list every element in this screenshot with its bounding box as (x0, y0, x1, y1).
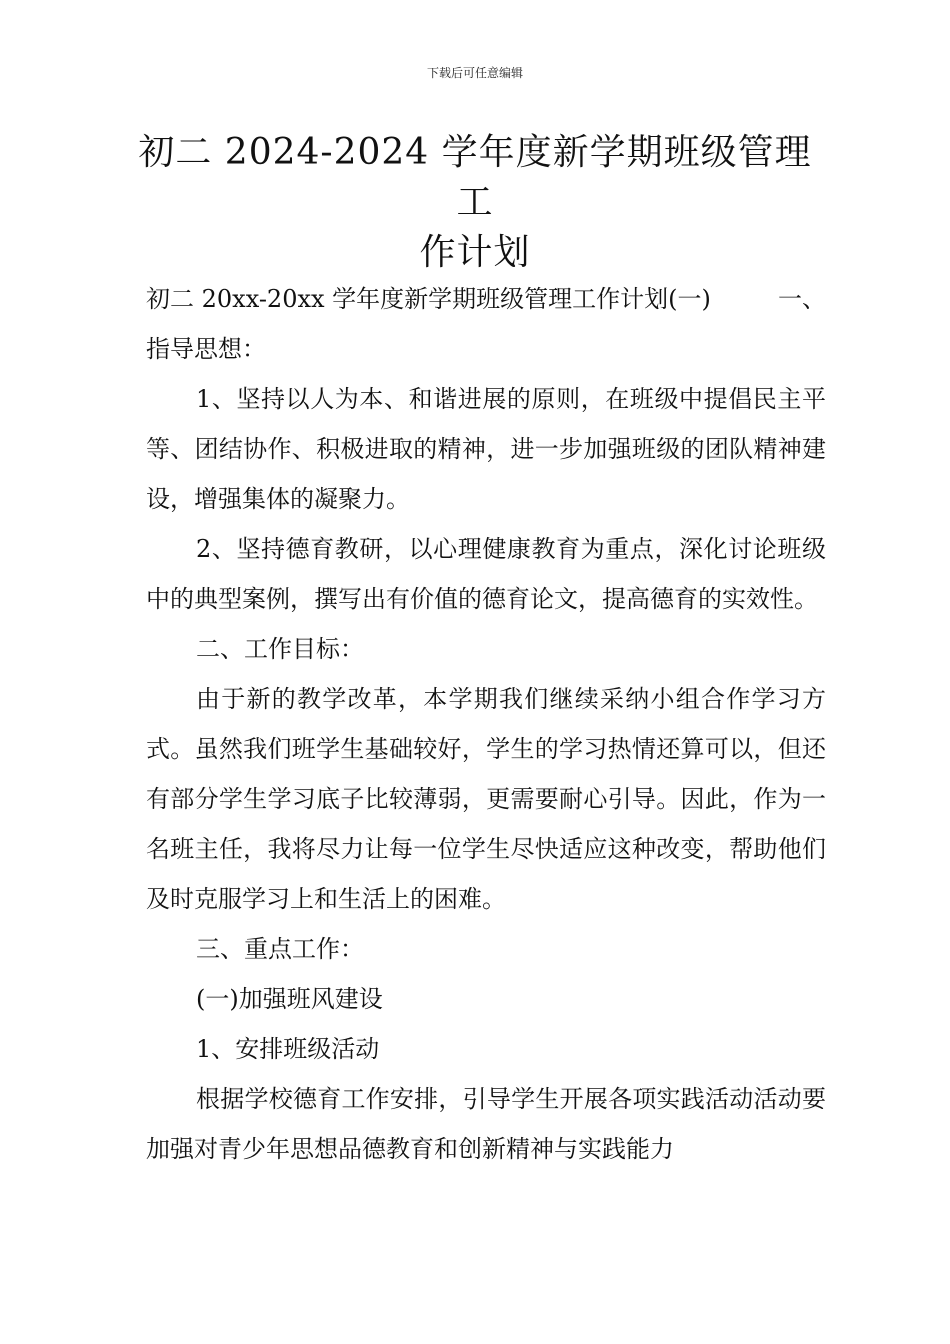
class-style-heading: (一)加强班风建设 (196, 985, 383, 1013)
section-one-number: 一、 (778, 285, 826, 313)
paragraph-1: 1、坚持以人为本、和谐进展的原则，在班级中提倡民主平等、团结协作、积极进取的精神，进一步加强班级的团队精神建设，增强集体的凝聚力。 (146, 385, 826, 513)
header-note: 下载后可任意编辑 (426, 66, 523, 80)
intro-text: 初二 20xx-20xx 学年度新学期班级管理工作计划(一) (146, 285, 711, 313)
goal-heading: 二、工作目标： (196, 635, 364, 663)
paragraph-2: 2、坚持德育教研，以心理健康教育为重点，深化讨论班级中的典型案例，撰写出有价值的德育论文，提高德育的实效性。 (146, 535, 826, 613)
document-title (120, 128, 830, 278)
activity-heading: 1、安排班级活动 (196, 1035, 380, 1063)
paragraph-3: 由于新的教学改革，本学期我们继续采纳小组合作学习方式。虽然我们班学生基础较好，学生的学习热情还算可以，但还有部分学生学习底子比较薄弱，更需要耐心引导。因此，作为一名班主任，我将尽力让每一位学生尽快适应这种改变，帮助他们及时克服学习上和生活上的困难。 (146, 685, 826, 913)
title-line-2: 作计划 (419, 232, 531, 273)
intro-line (146, 274, 826, 324)
guide-heading: 指导思想： (146, 335, 266, 363)
document-body (146, 274, 826, 1174)
paragraph-4: 根据学校德育工作安排，引导学生开展各项实践活动活动要加强对青少年思想品德教育和创新精神与实践能力 (146, 1085, 826, 1163)
key-work-heading: 三、重点工作： (196, 935, 364, 963)
title-line-1: 初二 2024-2024 学年度新学期班级管理工 (138, 132, 812, 223)
